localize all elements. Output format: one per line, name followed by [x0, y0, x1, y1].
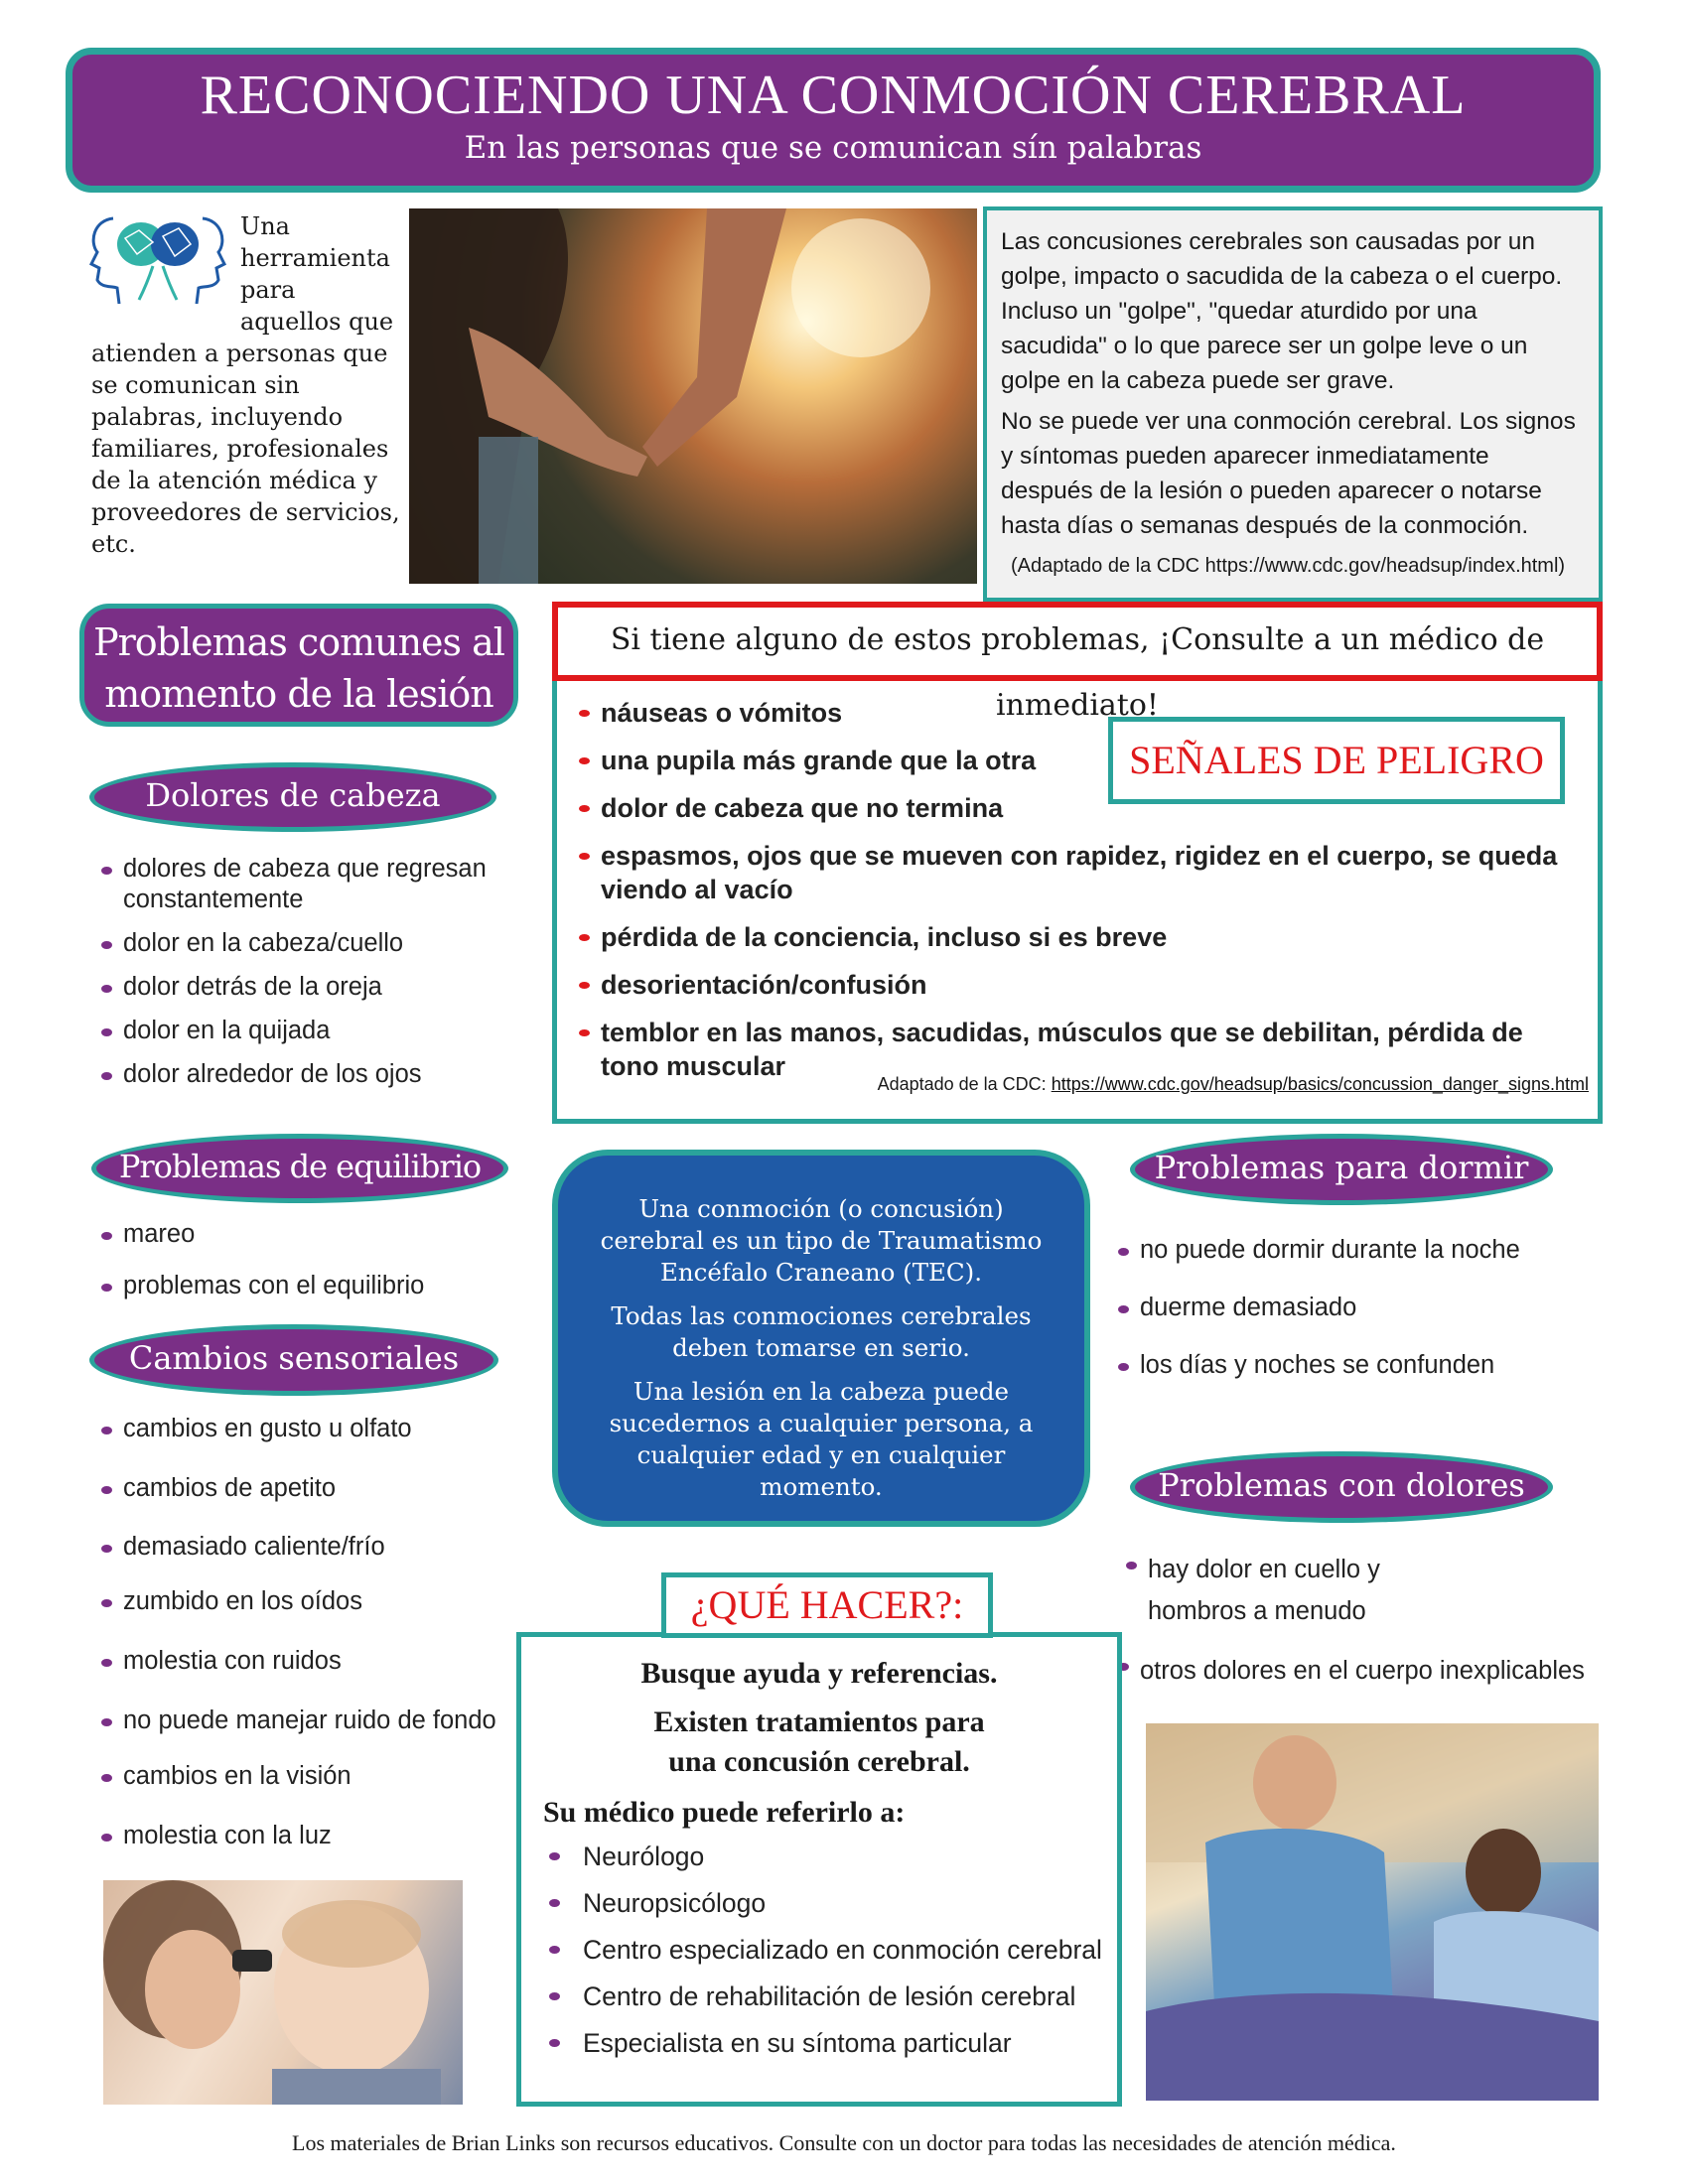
balance-heading: Problemas de equilibrio [91, 1134, 508, 1203]
intro-rest: atienden a personas que se comunican sin palabras, incluyendo familiares, profesionales de la atención médica y proveedores de servicios, etc. [91, 340, 400, 558]
list-item: los días y noches se confunden [1118, 1350, 1595, 1380]
sleep-heading: Problemas para dormir [1130, 1134, 1553, 1205]
list-item: dolor en la quijada [101, 1016, 518, 1046]
list-item: hay dolor en cuello y hombros a menudo [1126, 1549, 1613, 1632]
list-item: molestia con ruidos [101, 1646, 518, 1676]
treatments-line-2: una concusión cerebral. [668, 1745, 970, 1778]
page-title: RECONOCIENDO UNA CONMOCIÓN CEREBRAL [200, 65, 1467, 126]
list-item: espasmos, ojos que se mueven con rapidez, rigidez en el cuerpo, se queda viendo al vacío [579, 839, 1572, 906]
list-item: molestia con la luz [101, 1821, 518, 1850]
list-item: Neurólogo [545, 1840, 1117, 1873]
list-item: desorientación/confusión [579, 968, 1572, 1002]
list-item: mareo [101, 1219, 518, 1249]
list-item: náuseas o vómitos [579, 696, 1572, 730]
headaches-list [101, 854, 518, 1103]
list-item: problemas con el equilibrio [101, 1271, 518, 1300]
what-to-do-box [516, 1632, 1122, 2107]
cdc-paragraph-1: Las concusiones cerebrales son causadas por un golpe, impacto o sacudida de la cabeza o el cuerpo. Incluso un "golpe", "quedar aturdido por una sacudida" o lo que parece ser un golpe leve o un golpe en la cabeza puede ser grave. [1001, 228, 1563, 394]
list-item: otros dolores en el cuerpo inexplicables [1118, 1650, 1613, 1692]
nurse-patient-illustration [1146, 1723, 1599, 2101]
list-item: una pupila más grande que la otra [579, 744, 1572, 777]
cdc-info-box [983, 206, 1603, 602]
footer-disclaimer: Los materiales de Brian Links son recursos educativos. Consulte con un doctor para todas las necesidades de atención médica. [292, 2130, 1396, 2155]
common-problems-line-2: momento de la lesión [104, 672, 493, 716]
sensory-heading: Cambios sensoriales [89, 1324, 498, 1396]
tec-paragraph-1: Una conmoción (o concusión) cerebral es un tipo de Traumatismo Encéfalo Craneano (TEC). [600, 1194, 1043, 1287]
holding-hands-illustration [409, 208, 977, 584]
common-problems-line-1: Problemas comunes al [93, 620, 504, 664]
photo-nurse-and-patient [1146, 1723, 1599, 2101]
seek-help-text: Busque ayuda y referencias. [640, 1657, 998, 1690]
list-item: Centro de rehabilitación de lesión cerebral [545, 1979, 1117, 2013]
list-item: dolor de cabeza que no termina [579, 791, 1572, 825]
tec-paragraph-2: Todas las conmociones cerebrales deben tomarse en serio. [611, 1301, 1032, 1362]
tec-paragraph-3: Una lesión en la cabeza puede sucedernos a cualquier persona, a cualquier edad y en cualquier momento. [609, 1377, 1034, 1501]
danger-heading: Si tiene alguno de estos problemas, ¡Consulte a un médico de inmediato! [552, 602, 1603, 681]
list-item: pérdida de la conciencia, incluso si es breve [579, 920, 1572, 954]
tec-info-box [552, 1150, 1090, 1527]
header-banner [66, 48, 1601, 193]
list-item: demasiado caliente/frío [101, 1532, 518, 1562]
list-item: dolor en la cabeza/cuello [101, 928, 518, 959]
photo-holding-hands [409, 208, 977, 584]
cdc-source: (Adaptado de la CDC https://www.cdc.gov/headsup/index.html) [1011, 555, 1566, 577]
intro-lead: Una herramienta para aquellos que [240, 212, 394, 336]
list-item: cambios de apetito [101, 1473, 518, 1503]
list-item: cambios en la visión [101, 1761, 518, 1791]
list-item: dolor alrededor de los ojos [101, 1059, 518, 1090]
list-item: no puede dormir durante la noche [1118, 1235, 1595, 1265]
child-exam-illustration [103, 1880, 463, 2105]
danger-signs-label: SEÑALES DE PELIGRO [1108, 717, 1565, 804]
sensory-list [101, 1414, 518, 1850]
list-item: Especialista en su síntoma particular [545, 2026, 1117, 2060]
photo-child-ear-exam [103, 1880, 463, 2105]
balance-list [101, 1219, 518, 1300]
pain-list [1126, 1549, 1613, 1692]
page-subtitle: En las personas que se comunican sín palabras [464, 130, 1202, 166]
danger-source-prefix: Adaptado de la CDC: [877, 1074, 1052, 1094]
referral-list [545, 1840, 1117, 2060]
common-problems-heading [79, 604, 518, 727]
list-item: zumbido en los oídos [101, 1586, 518, 1616]
list-item: Centro especializado en conmoción cerebral [545, 1933, 1117, 1967]
danger-source-link[interactable]: https://www.cdc.gov/headsup/basics/concussion_danger_signs.html [1051, 1074, 1589, 1094]
intro-text [91, 210, 403, 560]
treatments-text [521, 1703, 1117, 1782]
list-item: duerme demasiado [1118, 1293, 1595, 1322]
sleep-list [1118, 1235, 1595, 1380]
treatments-line-1: Existen tratamientos para [653, 1706, 985, 1738]
what-to-do-label: ¿QUÉ HACER?: [661, 1572, 993, 1638]
danger-source [854, 1074, 1589, 1095]
headaches-heading: Dolores de cabeza [89, 762, 496, 832]
list-item: dolor detrás de la oreja [101, 972, 518, 1003]
list-item: no puede manejar ruido de fondo [101, 1706, 518, 1735]
list-item: dolores de cabeza que regresan constantemente [101, 854, 518, 915]
cdc-paragraph-2: No se puede ver una conmoción cerebral. Los signos y síntomas pueden aparecer inmediatamente después de la lesión o pueden aparecer o notarse hasta días o semanas después de la conmoción. [1001, 408, 1576, 539]
list-item: Neuropsicólogo [545, 1886, 1117, 1920]
referral-intro: Su médico puede referirlo a: [543, 1796, 906, 1829]
list-item: cambios en gusto u olfato [101, 1414, 518, 1443]
list-item: temblor en las manos, sacudidas, músculos que se debilitan, pérdida de tono muscular [579, 1016, 1572, 1083]
pain-heading: Problemas con dolores [1130, 1451, 1553, 1523]
